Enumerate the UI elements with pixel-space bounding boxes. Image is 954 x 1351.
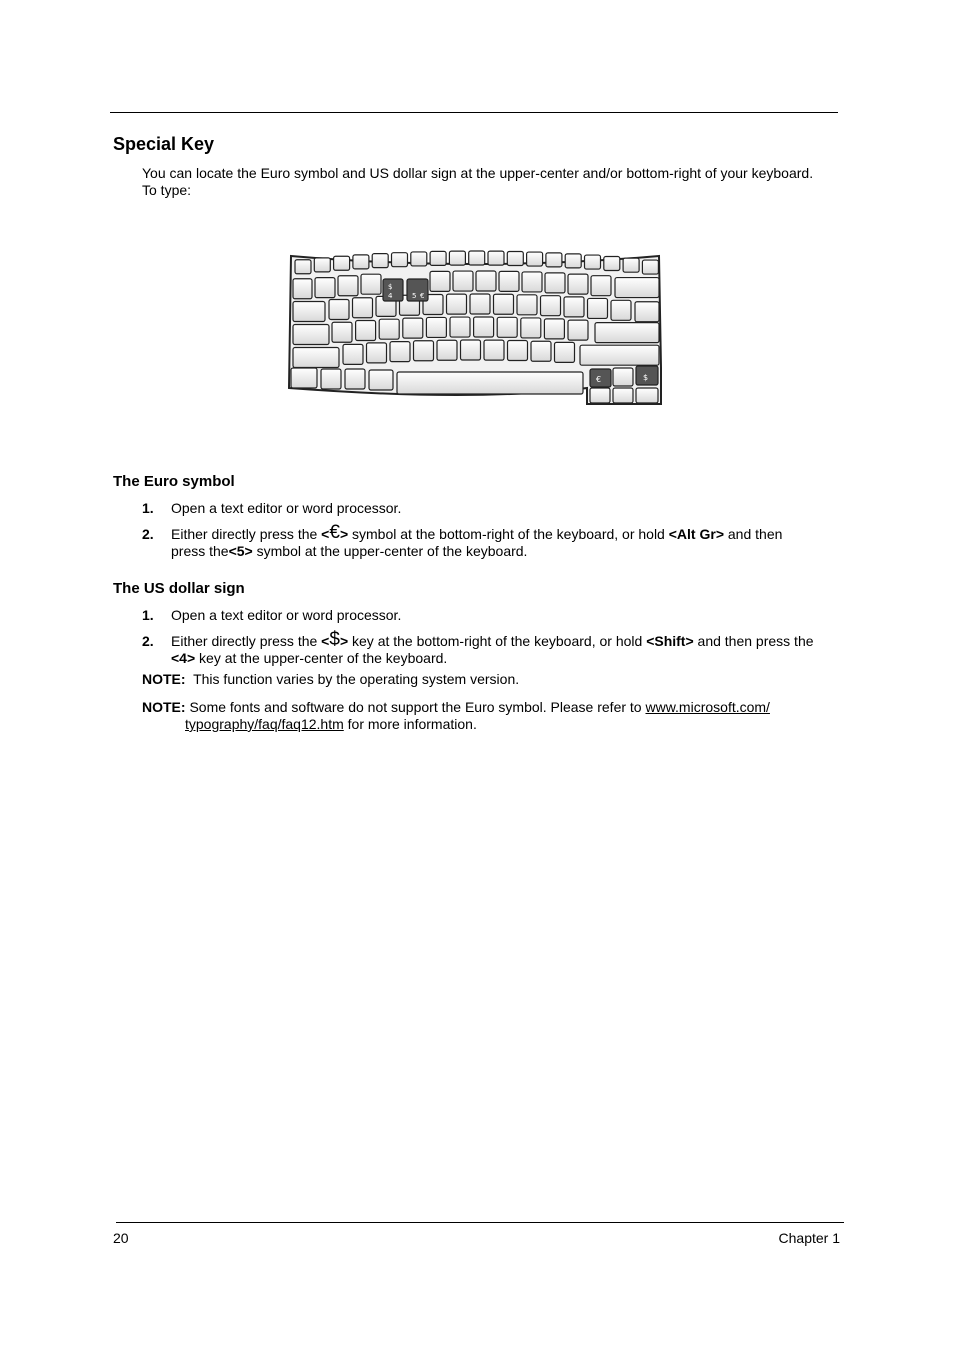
key-four-digit: 4 <box>388 292 393 300</box>
section-title: Special Key <box>113 134 215 154</box>
euro-symbol-icon: € <box>329 522 340 543</box>
footer-rule <box>116 1222 844 1223</box>
key-euro-bottom <box>590 369 611 387</box>
note-os-version <box>142 671 842 688</box>
euro-step2-text: Either directly press the <€> symbol at the bottom-right of the keyboard, or hold <Alt Gr> and then press the<5> symbol at the upper-center of the keyboard. <box>171 522 783 559</box>
header-rule <box>110 112 838 113</box>
euro-step2-number: 2. <box>142 526 154 542</box>
euro-heading: The Euro symbol <box>113 473 235 490</box>
keyboard-illustration <box>275 236 675 416</box>
intro-line-1: You can locate the Euro symbol and US dollar sign at the upper-center and/or bottom-right of your keyboard. <box>142 165 814 181</box>
note-text: Some fonts and software do not support the Euro symbol. Please refer to <box>185 699 646 715</box>
dollar-step2-text: Either directly press the <$> key at the bottom-right of the keyboard, or hold <Shift> and then press the <4> key at the upper-center of the keyboard. <box>171 629 814 666</box>
dollar-step1-text: Open a text editor or word processor. <box>171 607 402 623</box>
dollar-step2-number: 2. <box>142 633 154 649</box>
key-five-euro <box>407 279 428 301</box>
page-number: 20 <box>113 1230 129 1246</box>
intro-line-2: To type: <box>142 182 192 198</box>
microsoft-link-part2[interactable]: typography/faq/faq12.htm <box>185 716 344 732</box>
key-five-digit: 5 <box>412 292 417 300</box>
key-dollar-bottom <box>636 366 658 385</box>
note-label: NOTE: <box>142 699 186 715</box>
dollar-symbol-icon: $ <box>329 629 340 650</box>
euro-step1-text: Open a text editor or word processor. <box>171 500 402 516</box>
key-four-dollar <box>383 279 403 301</box>
key-euro-bottom-glyph: € <box>596 375 602 384</box>
dollar-step1-number: 1. <box>142 607 154 623</box>
note-fonts: NOTE: Some fonts and software do not support the Euro symbol. Please refer to www.microsoft.com/ typography/faq/faq12.htm for more information. <box>142 699 770 732</box>
key-four-dollar-glyph: $ <box>388 283 393 291</box>
note-label: NOTE: <box>142 671 186 687</box>
key-five-euro-glyph: € <box>420 292 425 300</box>
chapter-label: Chapter 1 <box>778 1230 840 1246</box>
intro-paragraph <box>142 165 842 199</box>
key-dollar-bottom-glyph: $ <box>643 373 649 382</box>
dollar-heading: The US dollar sign <box>113 580 245 597</box>
microsoft-link-part1[interactable]: www.microsoft.com/ <box>645 699 770 715</box>
note-text: This function varies by the operating system version. <box>193 671 520 687</box>
euro-step1-number: 1. <box>142 500 154 516</box>
